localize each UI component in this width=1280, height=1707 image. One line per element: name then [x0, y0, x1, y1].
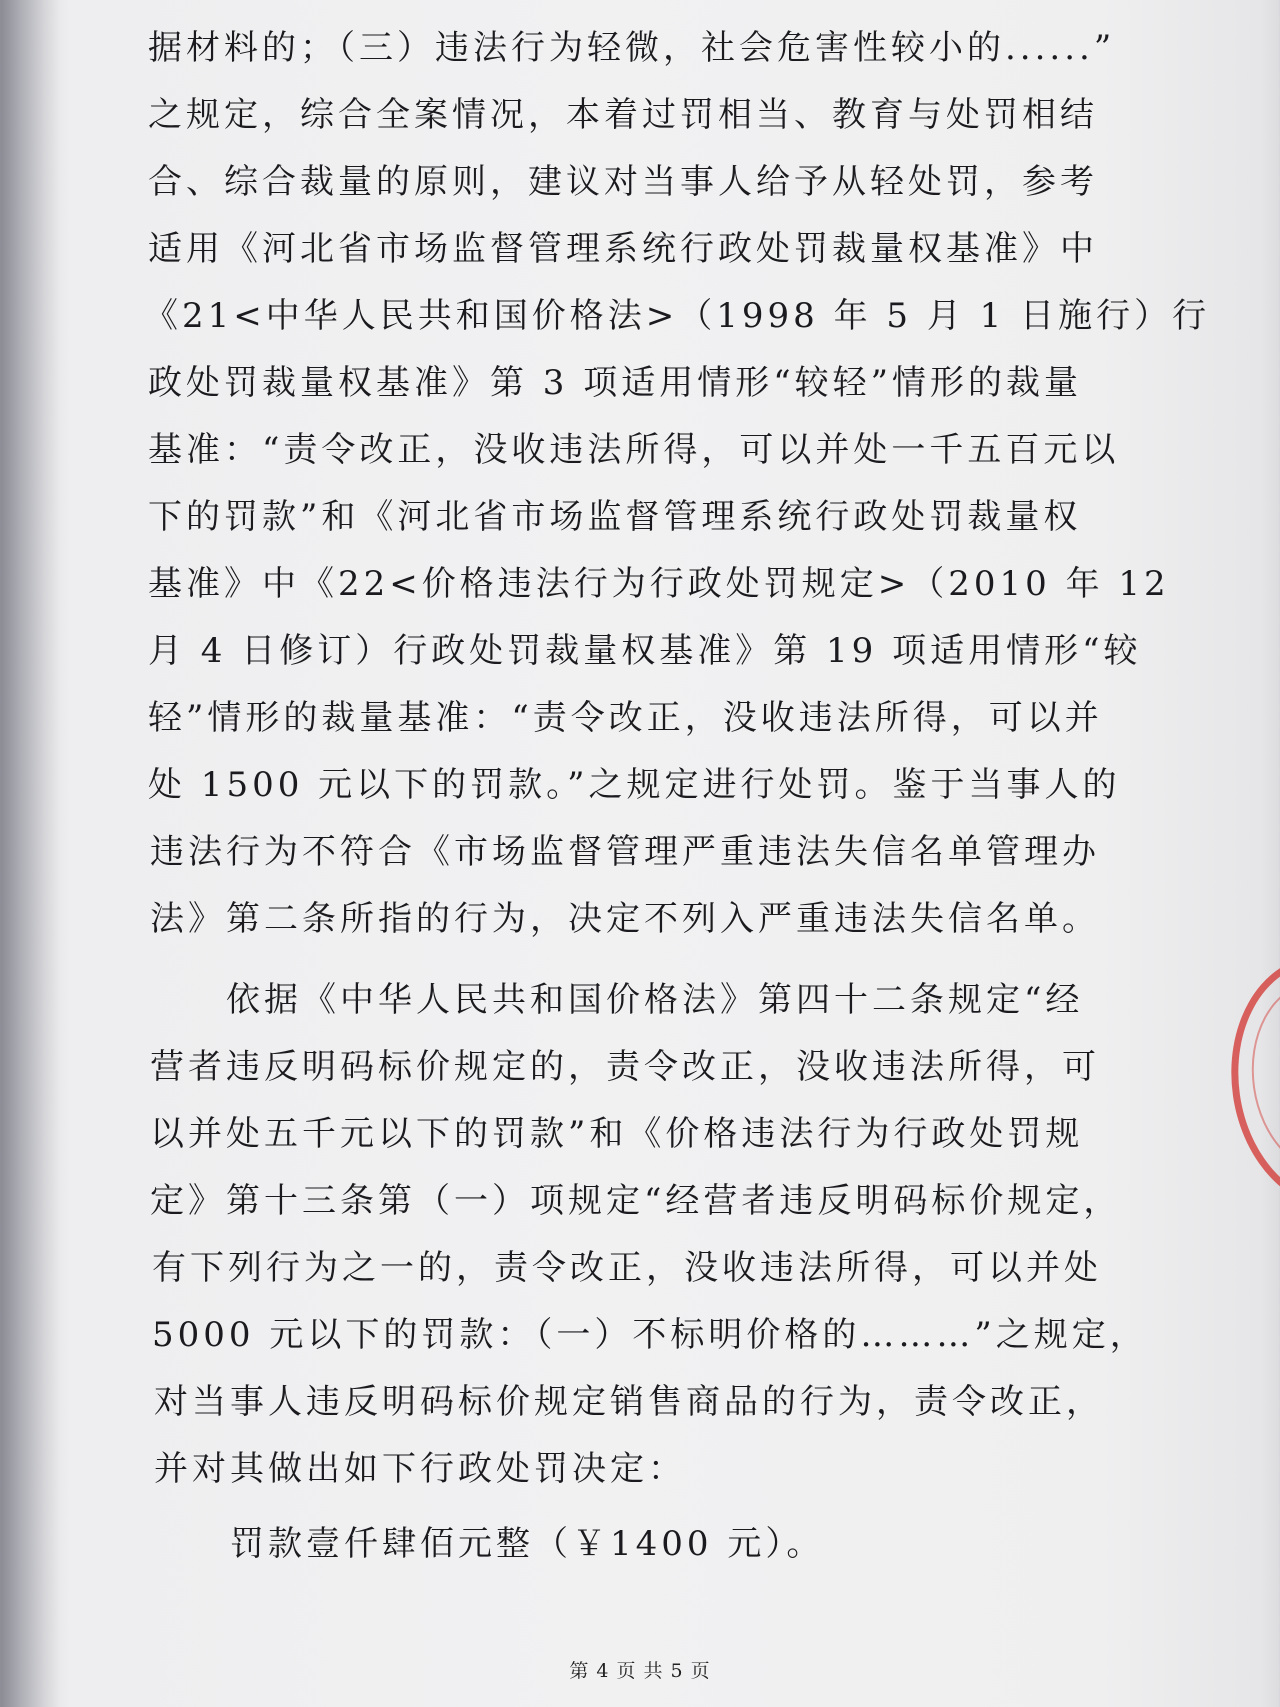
document-line: 《21<中华人民共和国价格法>（1998 年 5 月 1 日施行）行 [144, 296, 1211, 336]
penalty-line: 罚款壹仟肆佰元整（￥1400 元）。 [230, 1524, 825, 1564]
document-line: 政处罚裁量权基准》第 3 项适用情形“较轻”情形的裁量 [148, 363, 1083, 403]
document-line: 对当事人违反明码标价规定销售商品的行为，责令改正， [154, 1382, 1104, 1422]
page-number-footer: 第 4 页 共 5 页 [569, 1660, 711, 1682]
document-line: 以并处五千元以下的罚款”和《价格违法行为行政处罚规 [150, 1114, 1084, 1154]
document-line: 月 4 日修订）行政处罚裁量权基准》第 19 项适用情形“较 [148, 631, 1142, 671]
seal-inner-ring [1240, 972, 1280, 1184]
red-official-seal [1215, 943, 1280, 1222]
document-line: 违法行为不符合《市场监督管理严重违法失信名单管理办 [150, 832, 1100, 872]
paragraph-first-line: 依据《中华人民共和国价格法》第四十二条规定“经 [226, 980, 1084, 1020]
document-line: 基准：“责令改正，没收违法所得，可以并处一千五百元以 [148, 430, 1120, 470]
document-line: 基准》中《22<价格违法行为行政处罚规定>（2010 年 12 [148, 564, 1170, 604]
document-line: 之规定，综合全案情况，本着过罚相当、教育与处罚相结 [148, 95, 1098, 135]
document-line: 下的罚款”和《河北省市场监督管理系统行政处罚裁量权 [148, 497, 1082, 537]
page-edge-shadow [0, 0, 60, 1707]
document-line: 并对其做出如下行政处罚决定： [154, 1449, 686, 1489]
document-line: 据材料的；（三）违法行为轻微，社会危害性较小的......” [148, 28, 1116, 68]
document-line: 营者违反明码标价规定的，责令改正，没收违法所得，可 [150, 1047, 1100, 1087]
document-line: 法》第二条所指的行为，决定不列入严重违法失信名单。 [150, 899, 1100, 939]
document-line: 5000 元以下的罚款：（一）不标明价格的………”之规定， [152, 1315, 1148, 1355]
document-line: 适用《河北省市场监督管理系统行政处罚裁量权基准》中 [148, 229, 1098, 269]
document-line: 有下列行为之一的，责令改正，没收违法所得，可以并处 [152, 1248, 1102, 1288]
document-line: 处 1500 元以下的罚款。”之规定进行处罚。鉴于当事人的 [148, 765, 1121, 805]
document-line: 轻”情形的裁量基准：“责令改正，没收违法所得，可以并 [148, 698, 1103, 738]
document-line: 定》第十三条第（一）项规定“经营者违反明码标价规定， [150, 1181, 1122, 1221]
document-line: 合、综合裁量的原则，建议对当事人给予从轻处罚，参考 [148, 162, 1098, 202]
